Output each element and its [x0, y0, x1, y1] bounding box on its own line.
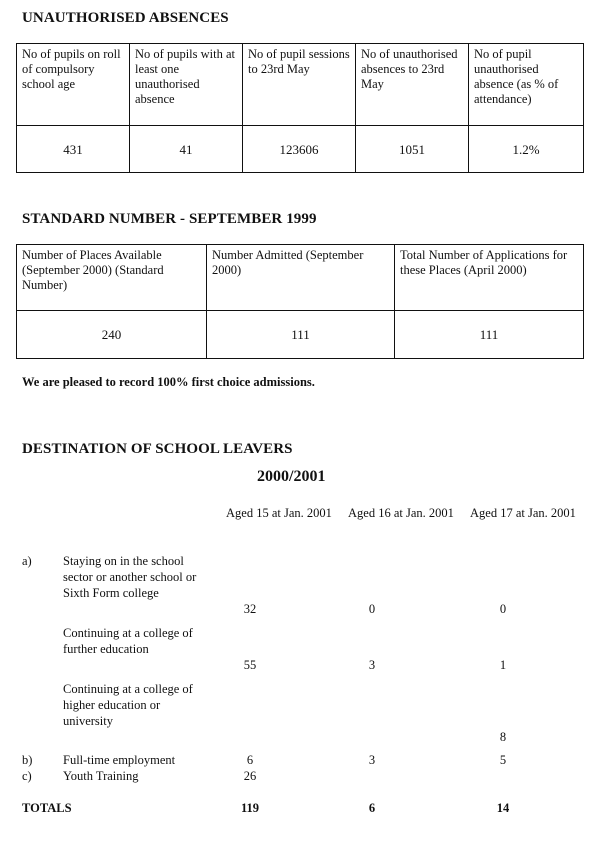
standard-value-cell: 240	[17, 311, 207, 359]
total-value: 119	[240, 801, 260, 815]
absences-header-cell: No of pupil sessions to 23rd May	[243, 44, 356, 126]
row-label: Youth Training	[63, 769, 139, 783]
standard-header-cell: Total Number of Applications for these Places (April 2000)	[395, 245, 584, 311]
total-value: 14	[496, 801, 510, 815]
row-marker: a)	[22, 554, 32, 568]
row-value: 0	[368, 602, 376, 616]
row-marker: c)	[22, 769, 32, 783]
standard-header-cell: Number of Places Available (September 2000) (Standard Number)	[17, 245, 207, 311]
row-value: 3	[368, 658, 376, 672]
standard-value-cell: 111	[395, 311, 584, 359]
row-value: 1	[499, 658, 507, 672]
standard-header-cell: Number Admitted (September 2000)	[207, 245, 395, 311]
absences-title: UNAUTHORISED ABSENCES	[22, 10, 229, 26]
row-value: 3	[368, 753, 376, 767]
absences-value-cell: 1.2%	[469, 126, 584, 173]
column-header: Aged 15 at Jan. 2001	[226, 506, 332, 520]
row-value: 6	[246, 753, 254, 767]
absences-header-cell: No of pupil unauthorised absence (as % of attendance)	[469, 44, 584, 126]
absences-value-cell: 41	[130, 126, 243, 173]
row-value: 26	[243, 769, 257, 783]
absences-value-cell: 431	[17, 126, 130, 173]
absences-header-cell: No of pupils with at least one unauthorised absence	[130, 44, 243, 126]
row-value: 5	[499, 753, 507, 767]
absences-header-cell: No of unauthorised absences to 23rd May	[356, 44, 469, 126]
row-value: 55	[243, 658, 257, 672]
totals-label: TOTALS	[22, 801, 72, 815]
absences-header-cell: No of pupils on roll of compulsory school age	[17, 44, 130, 126]
row-marker: b)	[22, 753, 33, 767]
destination-title: DESTINATION OF SCHOOL LEAVERS	[22, 441, 293, 457]
row-value: 0	[499, 602, 507, 616]
column-header: Aged 16 at Jan. 2001	[348, 506, 454, 520]
destination-year: 2000/2001	[257, 468, 326, 485]
column-header: Aged 17 at Jan. 2001	[470, 506, 576, 520]
row-label: Full-time employment	[63, 753, 176, 767]
absences-value-cell: 1051	[356, 126, 469, 173]
absences-value-cell: 123606	[243, 126, 356, 173]
standard-value-cell: 111	[207, 311, 395, 359]
row-value: 8	[499, 730, 507, 744]
row-label: Continuing at a college of higher education or university	[63, 682, 193, 728]
row-label: Staying on in the school sector or another school or Sixth Form college	[63, 554, 197, 600]
row-label: Continuing at a college of further education	[63, 626, 193, 656]
total-value: 6	[368, 801, 376, 815]
admissions-note: We are pleased to record 100% first choice admissions.	[22, 375, 315, 389]
standard-title: STANDARD NUMBER - SEPTEMBER 1999	[22, 211, 317, 227]
row-value: 32	[243, 602, 257, 616]
